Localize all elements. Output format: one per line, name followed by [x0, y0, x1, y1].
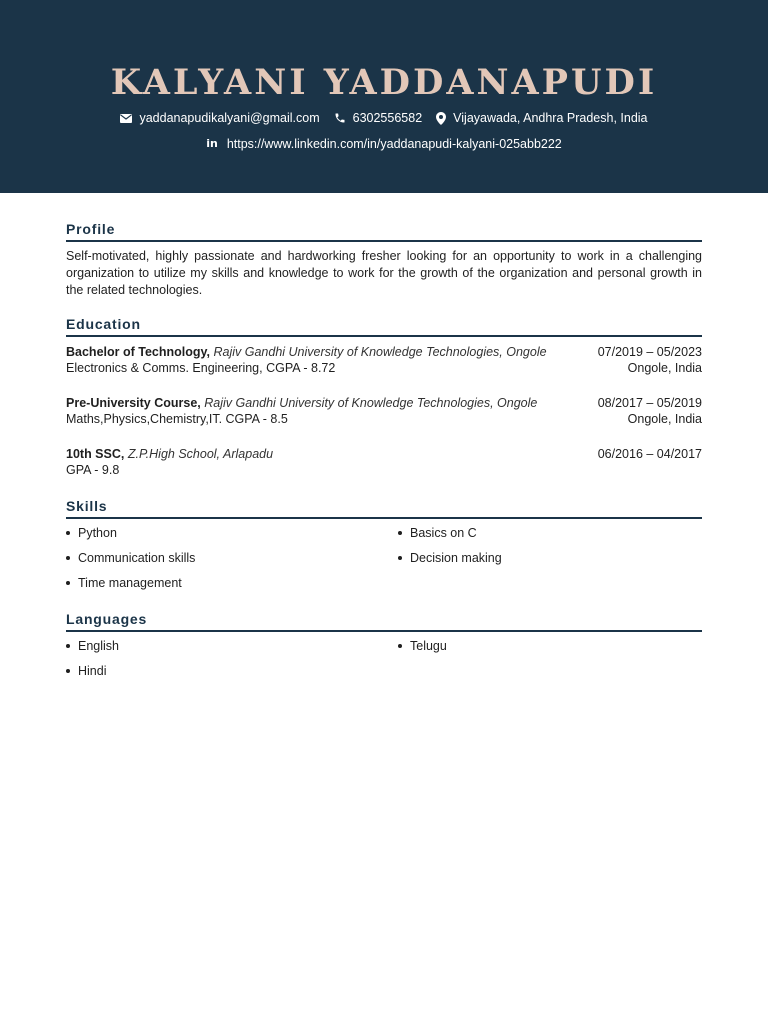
section-divider — [66, 335, 702, 337]
contact-email[interactable] — [120, 110, 319, 126]
section-title-languages: Languages — [66, 611, 148, 627]
education-place: Ongole, India — [627, 412, 702, 426]
bullet-icon — [66, 644, 70, 648]
phone-text: 6302556582 — [352, 111, 423, 125]
section-divider — [66, 517, 702, 519]
profile-section — [66, 220, 702, 242]
phone-icon — [334, 112, 346, 124]
education-detail: Maths,Physics,Chemistry,IT. CGPA - 8.5 — [66, 412, 288, 426]
languages-section — [66, 610, 702, 632]
contact-row-secondary — [0, 136, 768, 152]
skills-section — [66, 497, 702, 519]
bullet-icon — [398, 531, 402, 535]
list-item — [66, 638, 119, 654]
list-item — [66, 663, 107, 679]
location-text: Vijayawada, Andhra Pradesh, India — [453, 111, 648, 125]
location-pin-icon — [436, 112, 446, 125]
section-title-education: Education — [66, 316, 141, 332]
languages-list — [66, 638, 702, 683]
education-entry — [66, 395, 702, 427]
list-item — [66, 550, 195, 566]
skill-label: Python — [78, 526, 117, 540]
education-dates: 06/2016 – 04/2017 — [597, 447, 702, 461]
section-divider — [66, 240, 702, 242]
section-title-skills: Skills — [66, 498, 108, 514]
skill-label: Time management — [78, 576, 182, 590]
education-section — [66, 315, 702, 337]
candidate-name: KALYANI YADDANAPUDI — [110, 62, 658, 103]
bullet-icon — [66, 531, 70, 535]
section-divider — [66, 630, 702, 632]
education-meta — [598, 395, 702, 427]
education-place: Ongole, India — [627, 361, 702, 375]
email-text: yaddanapudikalyani@gmail.com — [139, 111, 320, 125]
bullet-icon — [66, 556, 70, 560]
education-dates: 07/2019 – 05/2023 — [597, 345, 702, 359]
language-label: Telugu — [410, 639, 447, 653]
language-label: Hindi — [78, 664, 107, 678]
institution-name: Z.P.High School, Arlapadu — [127, 447, 274, 461]
language-label: English — [78, 639, 119, 653]
institution-name: Rajiv Gandhi University of Knowledge Technologies, Ongole — [204, 396, 538, 410]
skill-label: Communication skills — [78, 551, 196, 565]
list-item — [398, 525, 477, 541]
skills-list — [66, 525, 702, 595]
education-dates: 08/2017 – 05/2019 — [597, 396, 702, 410]
education-entry — [66, 344, 702, 376]
bullet-icon — [398, 644, 402, 648]
contact-phone[interactable] — [334, 110, 423, 126]
list-item — [66, 525, 117, 541]
bullet-icon — [66, 581, 70, 585]
bullet-icon — [398, 556, 402, 560]
contact-row-primary — [0, 110, 768, 126]
linkedin-icon: in — [206, 137, 218, 150]
skill-label: Basics on C — [410, 526, 477, 540]
section-title-profile: Profile — [66, 221, 116, 237]
list-item — [398, 638, 447, 654]
linkedin-url[interactable]: https://www.linkedin.com/in/yaddanapudi-kalyani-025abb222 — [226, 137, 562, 151]
envelope-icon — [120, 114, 132, 123]
education-meta — [598, 446, 702, 462]
list-item — [66, 575, 182, 591]
degree-name: 10th SSC, — [66, 447, 125, 461]
contact-linkedin[interactable] — [206, 136, 562, 152]
profile-summary: Self-motivated, highly passionate and hardworking fresher looking for an opportunity to work in a challenging organization to utilize my skills and knowledge to work for the growth of the organization and personal growth in the related technologies. — [66, 249, 702, 297]
list-item — [398, 550, 502, 566]
bullet-icon — [66, 669, 70, 673]
education-detail: GPA - 9.8 — [66, 463, 120, 477]
education-meta — [598, 344, 702, 376]
skill-label: Decision making — [410, 551, 502, 565]
education-detail: Electronics & Comms. Engineering, CGPA - 8.72 — [66, 361, 336, 375]
institution-name: Rajiv Gandhi University of Knowledge Technologies, Ongole — [213, 345, 547, 359]
education-entry — [66, 446, 702, 478]
degree-name: Bachelor of Technology, — [66, 345, 210, 359]
degree-name: Pre-University Course, — [66, 396, 201, 410]
resume-header — [0, 0, 768, 193]
contact-location — [436, 110, 647, 126]
